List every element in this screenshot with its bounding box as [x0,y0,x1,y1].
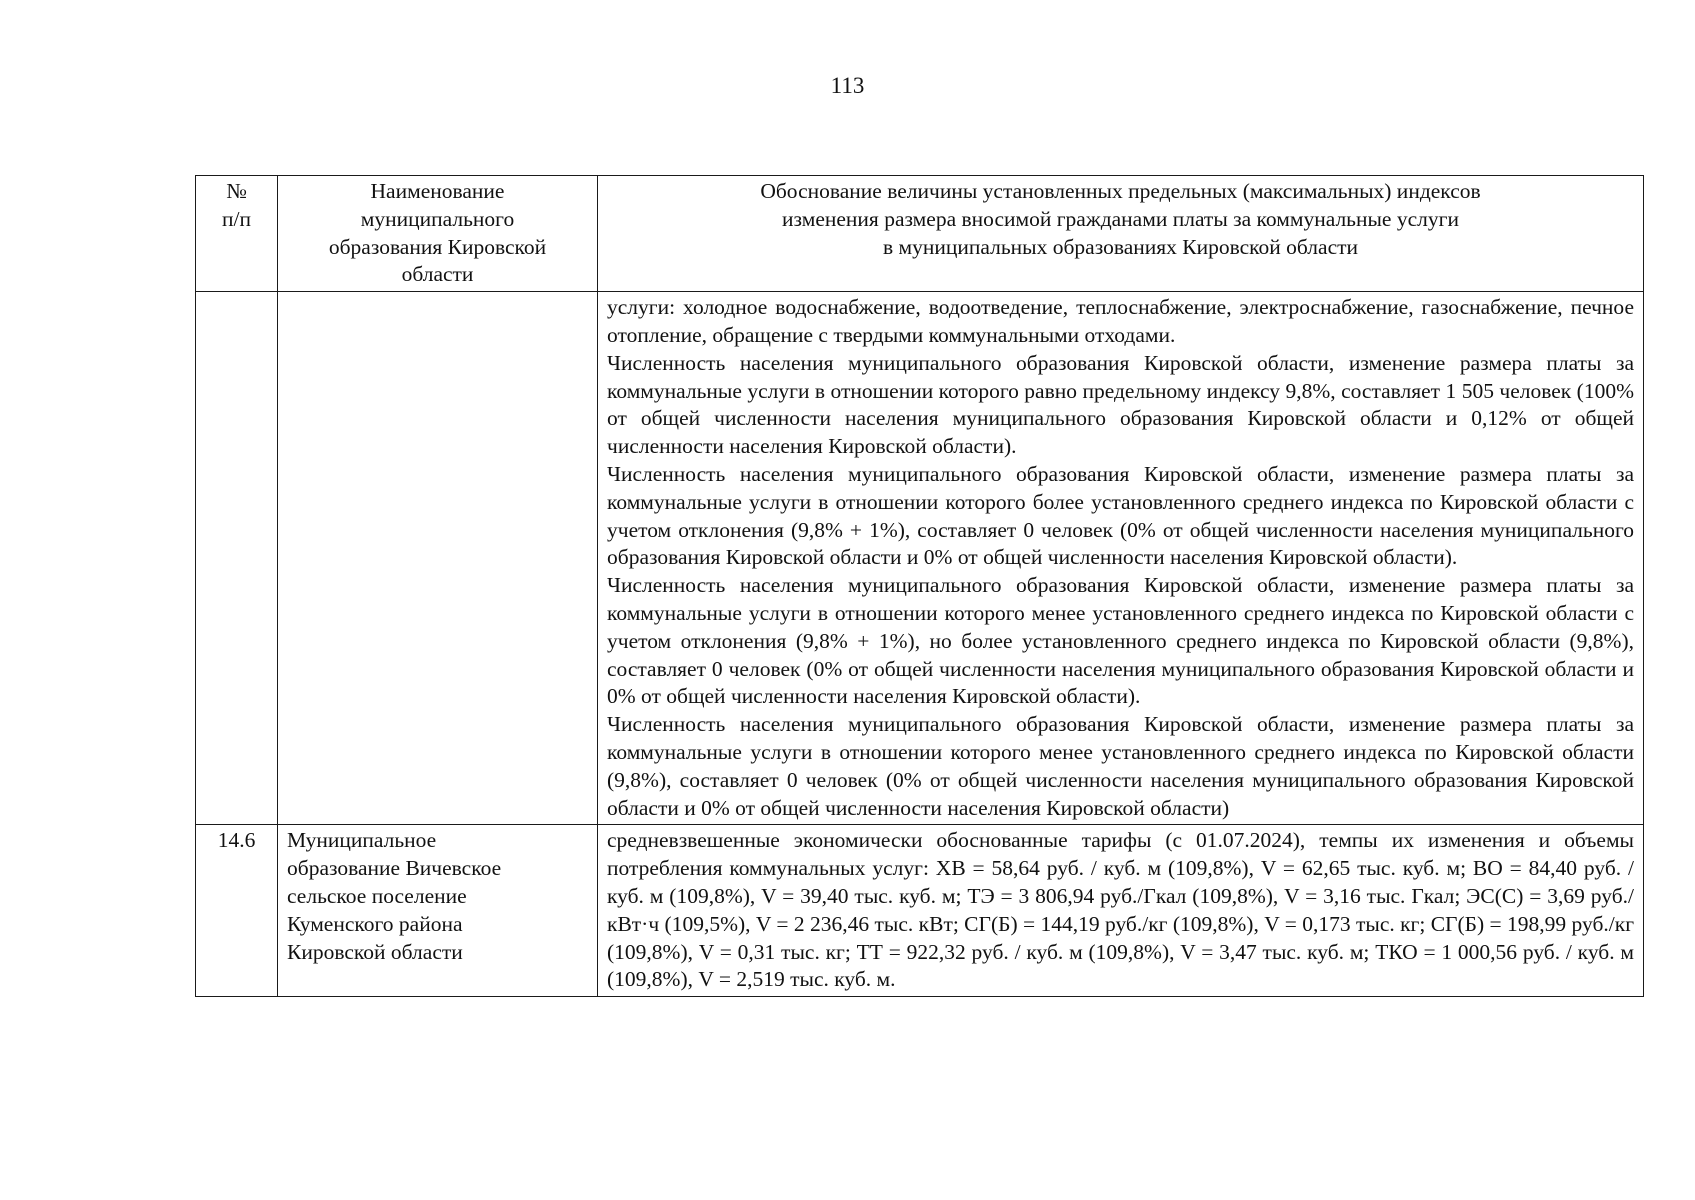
name-line: Куменского района [287,911,463,936]
page-number: 113 [830,73,865,98]
justification-paragraph: Численность населения муниципального образования Кировской области, изменение размера платы за коммунальные услуги в отношении которого менее установленного среднего индекса по Кировской области (9,8%), составляет 0 человек (0% от общей численности населения муниципального образования Кировской области и 0% от общей численности населения Кировской области) [607,712,1634,820]
header-number [196,176,278,292]
justification-paragraph: Численность населения муниципального образования Кировской области, изменение размера платы за коммунальные услуги в отношении которого равно предельному индексу 9,8%, составляет 1 505 человек (100% от общей численности населения муниципального образования Кировской области и 0,12% от общей численности населения Кировской области). [607,350,1634,459]
header-municipality-name [278,176,598,292]
justification-paragraph: Численность населения муниципального образования Кировской области, изменение размера платы за коммунальные услуги в отношении которого более установленного среднего индекса по Кировской области с учетом отклонения (9,8% + 1%), составляет 0 человек (0% от общей численности населения муниципального образования Кировской области и 0% от общей численности населения Кировской области). [607,461,1634,570]
header-name-line: области [401,262,474,287]
table-row [196,292,1644,825]
row-number: 14.6 [196,825,278,997]
header-name-line: муниципального [360,206,515,231]
row-number [196,292,278,825]
header-just-line: в муниципальных образованиях Кировской области [882,234,1359,259]
header-number-line: № [226,179,247,203]
table-header-row [196,176,1644,292]
row-justification [598,292,1644,825]
justification-paragraph: Численность населения муниципального образования Кировской области, изменение размера платы за коммунальные услуги в отношении которого менее установленного среднего индекса по Кировской области с учетом отклонения (9,8% + 1%), но более установленного среднего индекса по Кировской области (9,8%), составляет 0 человек (0% от общей численности населения муниципального образования Кировской области и 0% от общей численности населения Кировской области). [607,573,1634,709]
table-row [196,825,1644,997]
header-number-line: п/п [222,206,251,231]
header-just-line: изменения размера вносимой гражданами платы за коммунальные услуги [782,206,1459,231]
header-justification [598,176,1644,292]
name-line: Муниципальное [287,828,437,853]
justification-paragraph: средневзвешенные экономически обоснованные тарифы (с 01.07.2024), темпы их изменения и объемы потребления коммунальных услуг: ХВ = 58,64 руб. / куб. м (109,8%), V = 62,65 тыс. куб. м; ВО = 84,40 руб. / куб. м (109,8%), V = 39,40 тыс. куб. м; ТЭ = 3 806,94 руб./Гкал (109,8%), V = 3,16 тыс. Гкал; ЭС(С) = 3,69 руб./кВт·ч (109,5%), V = 2 236,46 тыс. кВт; СГ(Б) = 144,19 руб./кг (109,8%), V = 0,173 тыс. кг; СГ(Б) = 198,99 руб./кг (109,8%), V = 0,31 тыс. кг; ТТ = 922,32 руб. / куб. м (109,8%), V = 3,47 тыс. куб. м; ТКО = 1 000,56 руб. / куб. м (109,8%), V = 2,519 тыс. куб. м. [607,828,1635,992]
row-municipality-name [278,292,598,825]
header-name-line: Наименование [370,179,505,203]
header-just-line: Обоснование величины установленных предельных (максимальных) индексов [760,179,1481,203]
justification-paragraph: услуги: холодное водоснабжение, водоотведение, теплоснабжение, электроснабжение, газоснабжение, печное отопление, обращение с твердыми коммунальными отходами. [607,295,1634,347]
name-line: образование Вичевское [287,856,502,881]
row-justification [598,825,1644,997]
name-line: Кировской области [287,939,463,964]
justification-table [195,175,1644,997]
name-line: сельское поселение [287,883,467,908]
header-name-line: образования Кировской [328,234,547,259]
row-municipality-name [278,825,598,997]
